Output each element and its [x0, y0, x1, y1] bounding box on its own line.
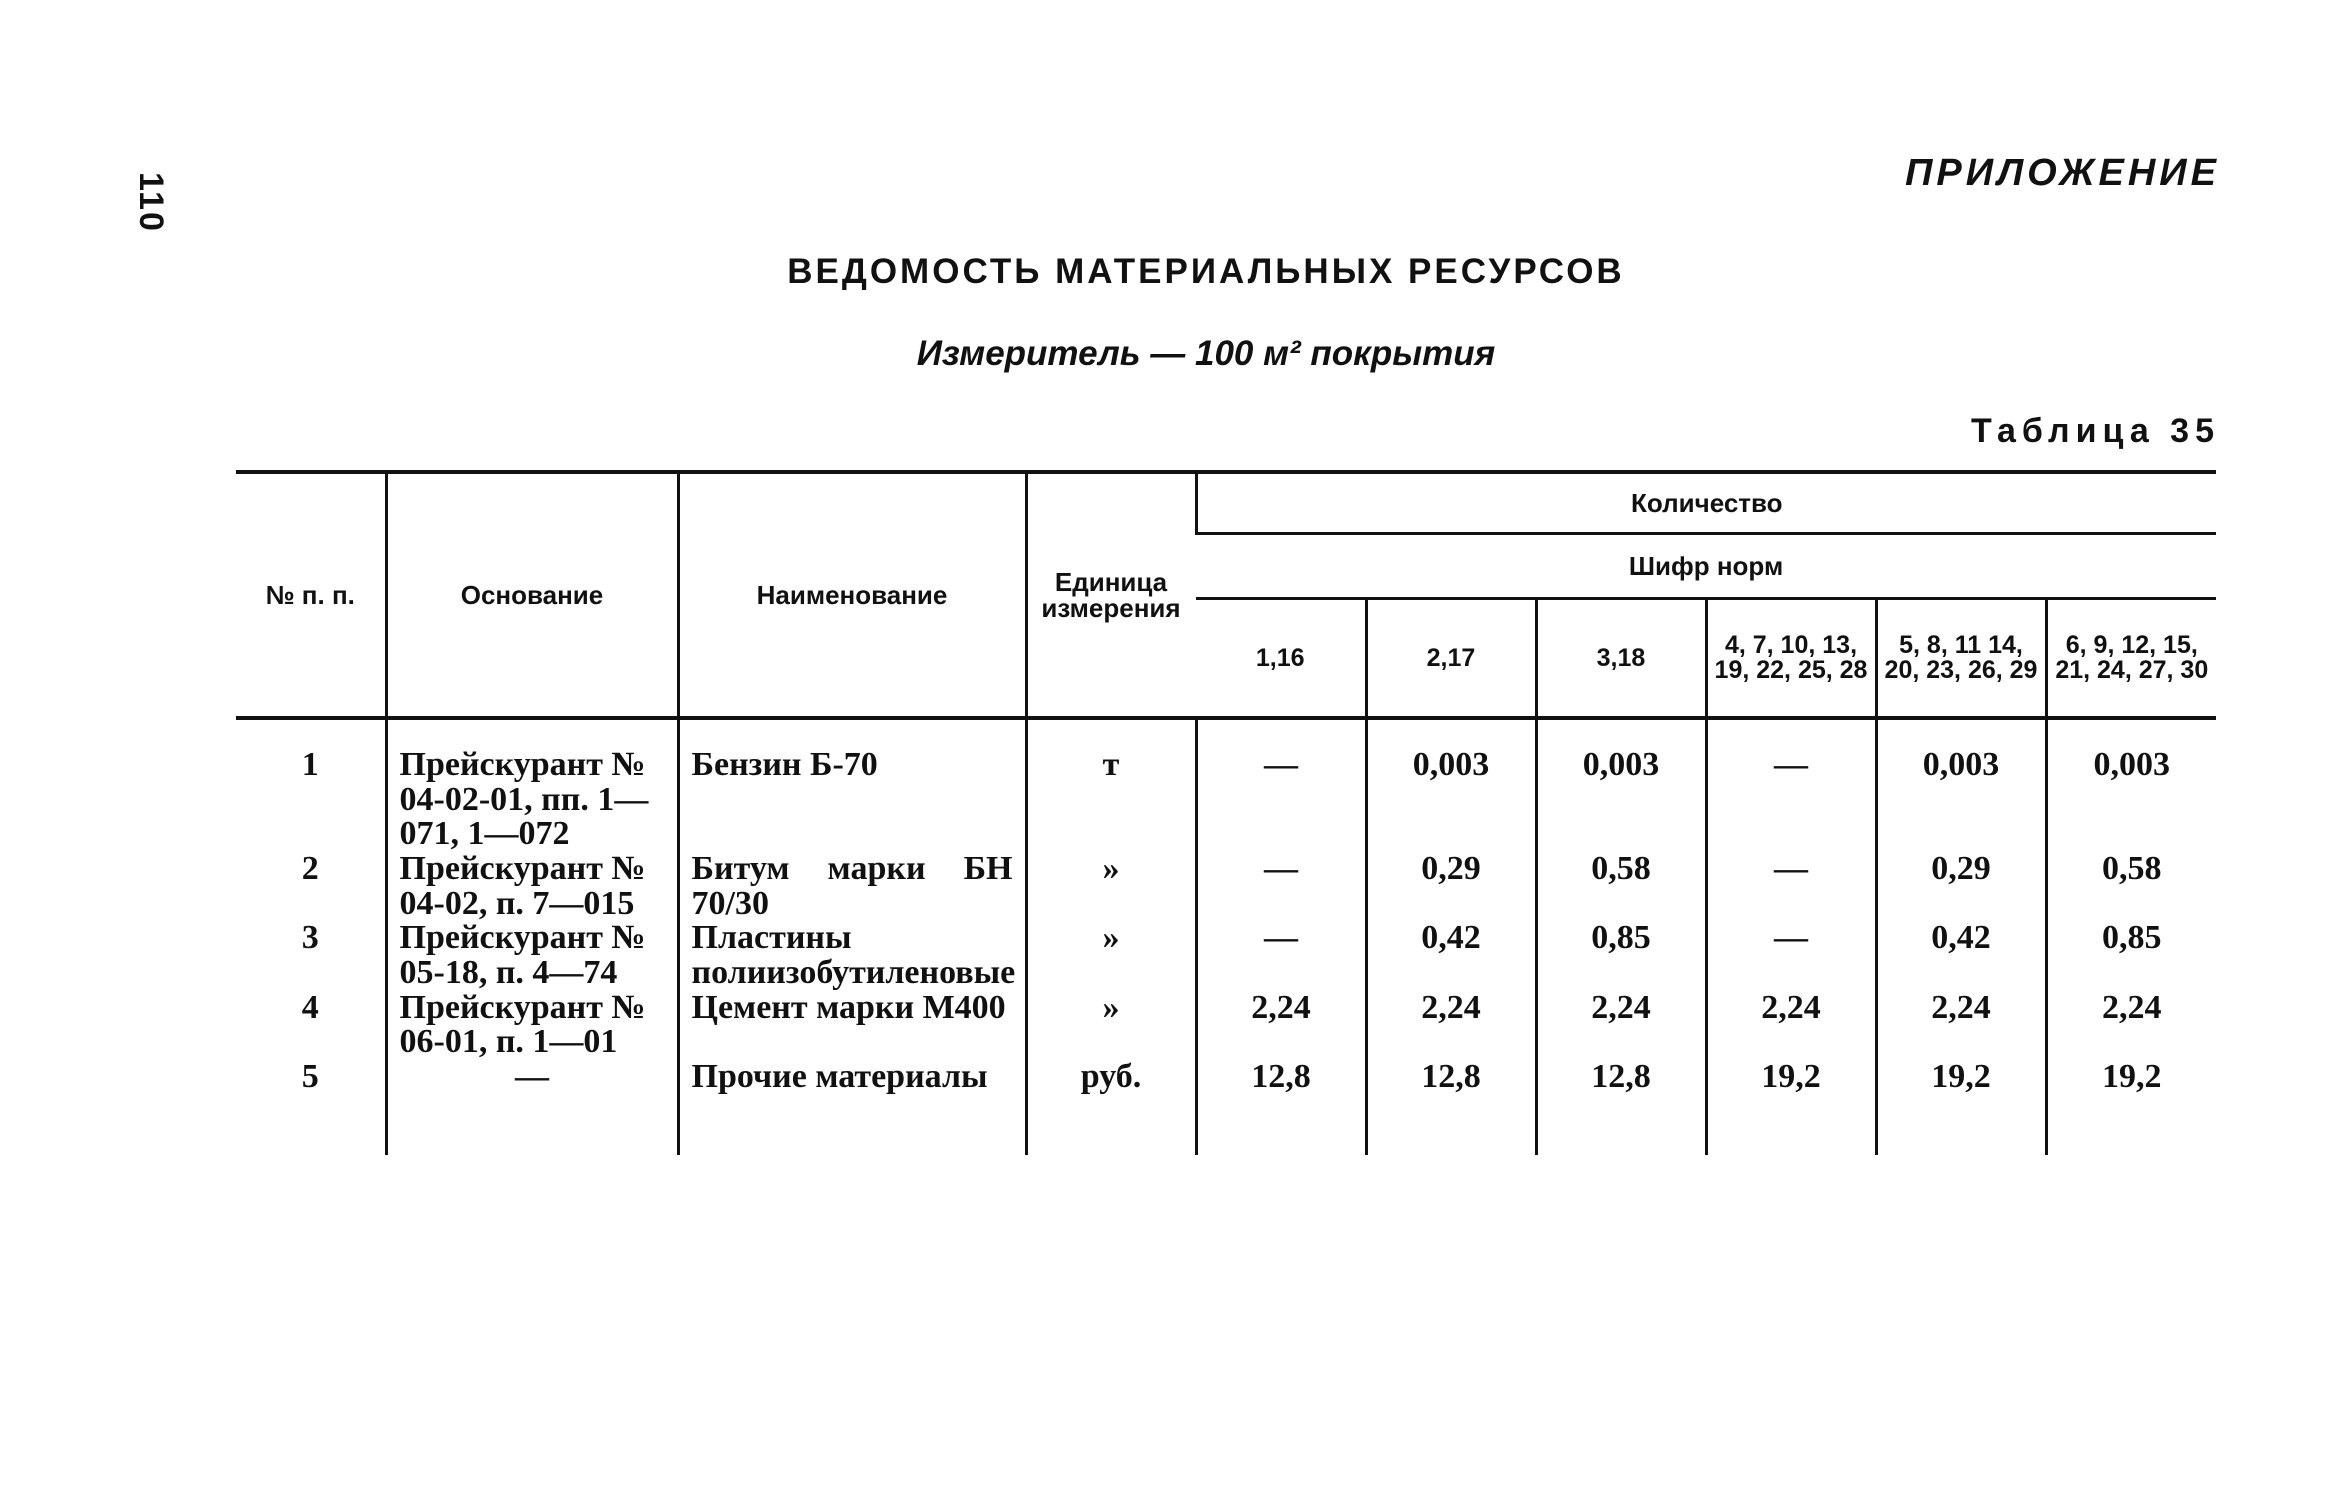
row-value: 0,42 — [1366, 921, 1536, 990]
row-value: 2,24 — [1536, 991, 1706, 1060]
row-name: Бензин Б-70 — [678, 718, 1026, 852]
row-value: — — [1706, 921, 1876, 990]
header-name: Наименование — [678, 472, 1026, 718]
row-unit: » — [1026, 852, 1196, 921]
header-unit: Единица измерения — [1026, 472, 1196, 718]
row-basis: Прейскурант № 04-02-01, пп. 1—071, 1—072 — [386, 718, 678, 852]
document-subtitle: Измеритель — 100 м² покрытия — [916, 334, 1496, 373]
row-value: 0,58 — [2046, 852, 2216, 921]
row-value: — — [1196, 852, 1366, 921]
row-value: 0,003 — [1536, 718, 1706, 852]
row-value: 0,58 — [1536, 852, 1706, 921]
row-unit: » — [1026, 921, 1196, 990]
row-unit: » — [1026, 991, 1196, 1060]
row-value: 0,29 — [1366, 852, 1536, 921]
row-value: 2,24 — [1876, 991, 2046, 1060]
row-value: 19,2 — [1706, 1060, 1876, 1155]
document-title: ВЕДОМОСТЬ МАТЕРИАЛЬНЫХ РЕСУРСОВ — [787, 252, 1625, 291]
row-basis: — — [386, 1060, 678, 1155]
row-value: — — [1706, 718, 1876, 852]
row-num: 1 — [301, 746, 319, 783]
row-basis: Прейскурант № 06-01, п. 1—01 — [386, 991, 678, 1060]
row-name: Прочие материалы — [678, 1060, 1026, 1155]
header-code: 6, 9, 12, 15, 21, 24, 27, 30 — [2046, 599, 2216, 719]
resources-table — [236, 470, 2216, 1155]
row-value: 0,85 — [2046, 921, 2216, 990]
table-row — [236, 991, 2216, 1060]
row-value: 2,24 — [1196, 991, 1366, 1060]
page-number: 110 — [132, 172, 170, 233]
table-row — [236, 1060, 2216, 1155]
row-value: 19,2 — [2046, 1060, 2216, 1155]
row-value: 0,003 — [2046, 718, 2216, 852]
row-num: 2 — [301, 850, 319, 888]
table-row — [236, 852, 2216, 921]
row-value: 2,24 — [1706, 991, 1876, 1060]
row-name: Пластины полиизобутиленовые — [678, 921, 1026, 990]
header-basis: Основание — [386, 472, 678, 718]
row-value: 0,29 — [1876, 852, 2046, 921]
row-num: 4 — [301, 988, 319, 1026]
header-code: 2,17 — [1366, 599, 1536, 719]
row-value: 12,8 — [1536, 1060, 1706, 1155]
row-value: 2,24 — [1366, 991, 1536, 1060]
row-name: Цемент марки М400 — [678, 991, 1026, 1060]
row-basis: Прейскурант № 05-18, п. 4—74 — [386, 921, 678, 990]
row-value: 19,2 — [1876, 1060, 2046, 1155]
header-code: 1,16 — [1196, 599, 1366, 719]
row-num: 3 — [301, 919, 319, 957]
row-value: 0,003 — [1366, 718, 1536, 852]
row-name: Битум марки БН 70/30 — [678, 852, 1026, 921]
table-row — [236, 921, 2216, 990]
row-unit: т — [1026, 718, 1196, 852]
row-value: 0,42 — [1876, 921, 2046, 990]
row-basis: Прейскурант № 04-02, п. 7—015 — [386, 852, 678, 921]
row-value: — — [1196, 718, 1366, 852]
row-unit: руб. — [1026, 1060, 1196, 1155]
row-value: — — [1196, 921, 1366, 990]
row-value: 2,24 — [2046, 991, 2216, 1060]
header-quantity: Количество — [1196, 472, 2216, 534]
table-row — [236, 718, 2216, 852]
row-value: 12,8 — [1196, 1060, 1366, 1155]
appendix-label: ПРИЛОЖЕНИЕ — [1905, 152, 2220, 194]
header-code: 5, 8, 11 14, 20, 23, 26, 29 — [1876, 599, 2046, 719]
row-value: — — [1706, 852, 1876, 921]
row-value: 0,85 — [1536, 921, 1706, 990]
table-label: Таблица 35 — [1971, 412, 2220, 450]
header-cipher: Шифр норм — [1196, 534, 2216, 599]
header-code: 3,18 — [1536, 599, 1706, 719]
header-num: № п. п. — [265, 580, 355, 610]
header-code: 4, 7, 10, 13, 19, 22, 25, 28 — [1706, 599, 1876, 719]
row-value: 0,003 — [1876, 718, 2046, 852]
row-num: 5 — [301, 1058, 319, 1096]
row-value: 12,8 — [1366, 1060, 1536, 1155]
